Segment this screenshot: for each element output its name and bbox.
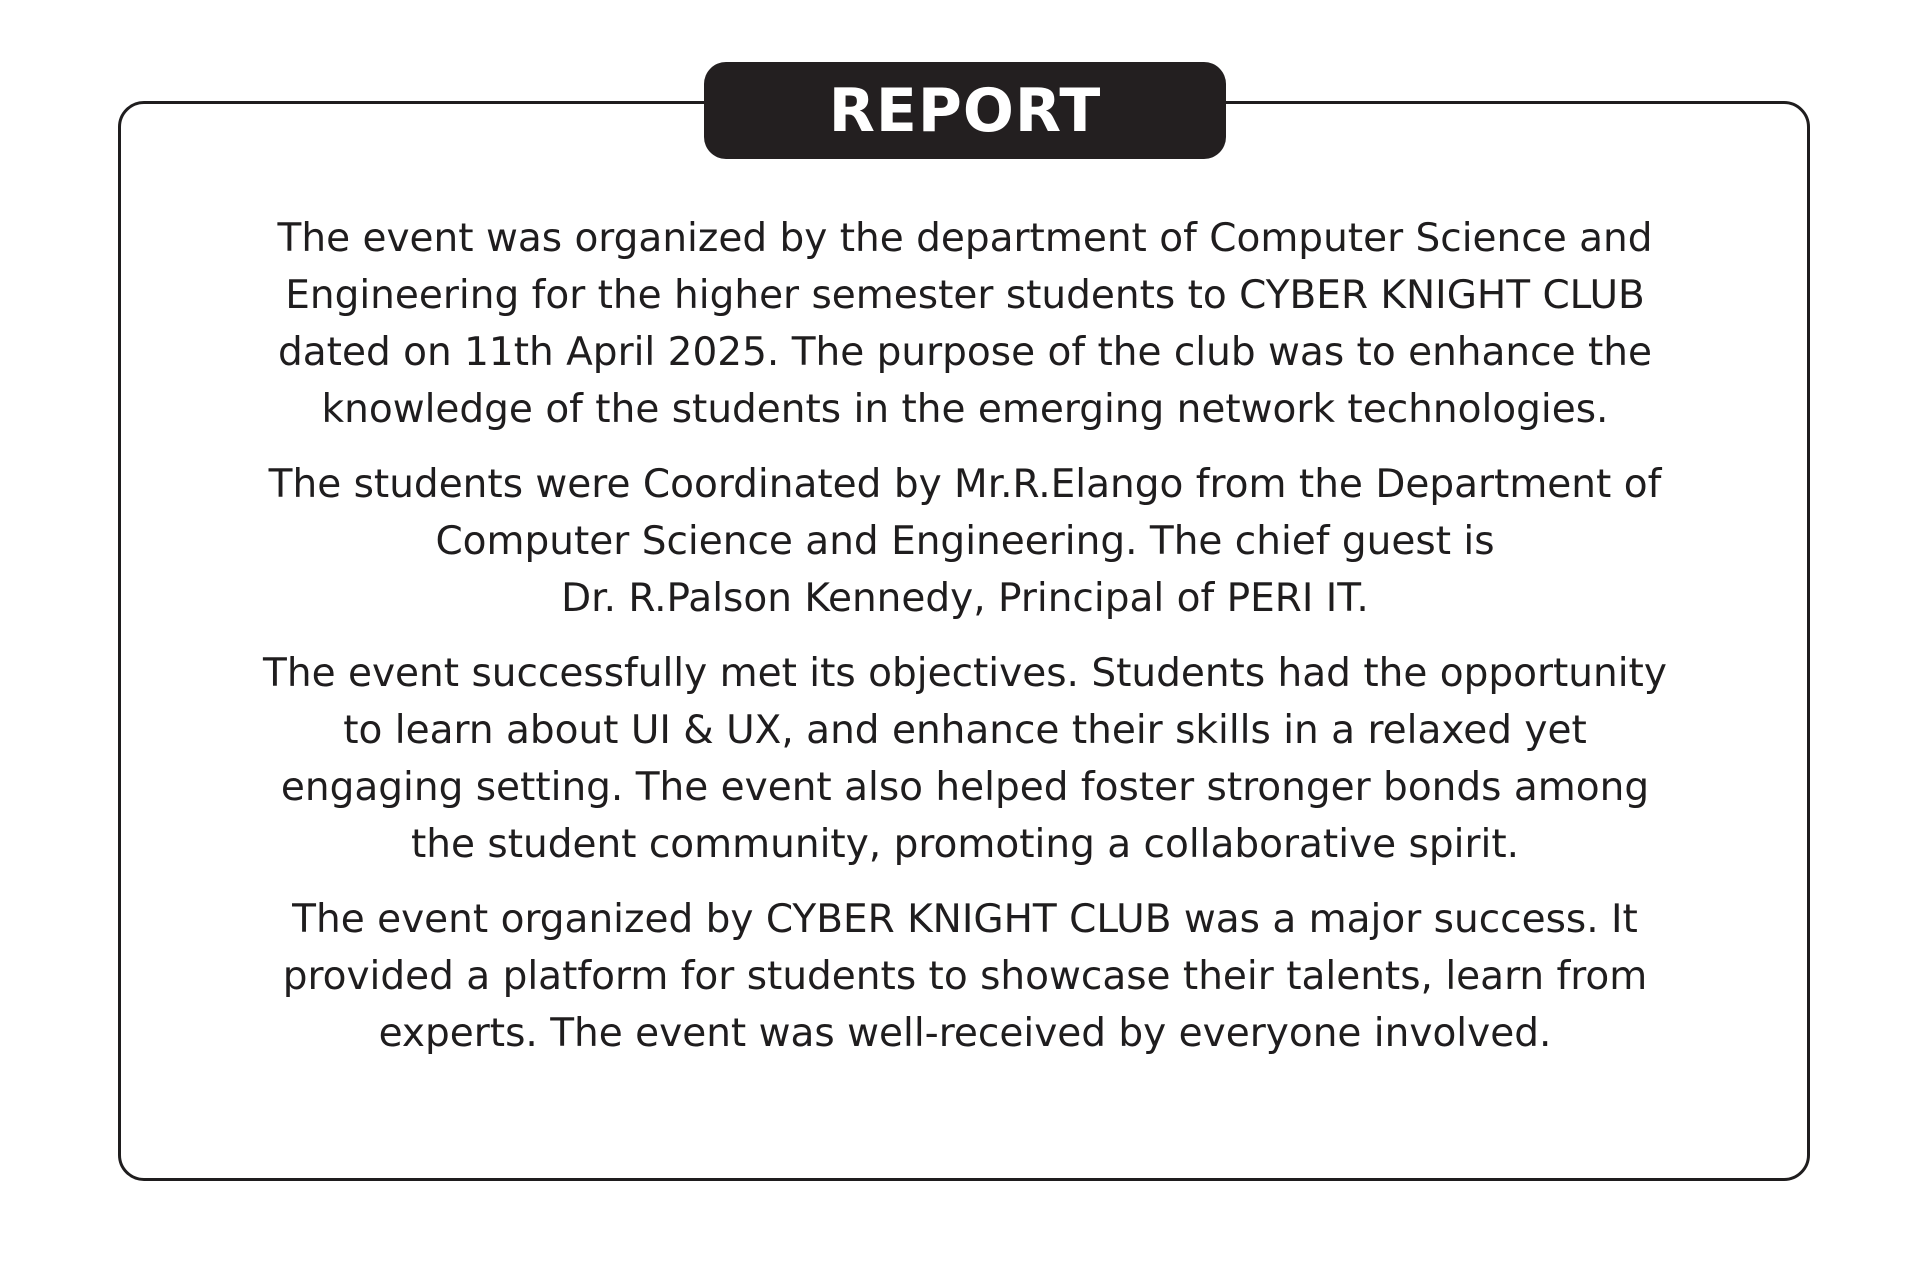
paragraph-line: provided a platform for students to showcase their talents, learn from bbox=[282, 954, 1648, 999]
paragraph-line: experts. The event was well-received by everyone involved. bbox=[378, 1011, 1552, 1056]
paragraph-line: knowledge of the students in the emerging network technologies. bbox=[321, 387, 1609, 432]
paragraph-line: The students were Coordinated by Mr.R.Elango from the Department of bbox=[268, 462, 1662, 507]
paragraph-line: dated on 11th April 2025. The purpose of the club was to enhance the bbox=[278, 330, 1652, 375]
report-paragraph-3 bbox=[150, 645, 1780, 873]
report-title: REPORT bbox=[704, 62, 1226, 159]
paragraph-line: Dr. R.Palson Kennedy, Principal of PERI IT. bbox=[561, 576, 1369, 621]
paragraph-line: to learn about UI & UX, and enhance their skills in a relaxed yet bbox=[343, 708, 1587, 753]
paragraph-line: Computer Science and Engineering. The chief guest is bbox=[435, 519, 1495, 564]
report-content bbox=[150, 210, 1780, 1080]
paragraph-line: the student community, promoting a collaborative spirit. bbox=[410, 822, 1520, 867]
report-paragraph-2 bbox=[150, 456, 1780, 627]
report-paragraph-1 bbox=[150, 210, 1780, 438]
paragraph-line: The event organized by CYBER KNIGHT CLUB was a major success. It bbox=[292, 897, 1638, 942]
paragraph-line: The event was organized by the department of Computer Science and bbox=[277, 216, 1653, 261]
report-paragraph-4 bbox=[150, 891, 1780, 1062]
paragraph-line: engaging setting. The event also helped foster stronger bonds among bbox=[280, 765, 1650, 810]
paragraph-line: Engineering for the higher semester students to CYBER KNIGHT CLUB bbox=[285, 273, 1645, 318]
paragraph-line: The event successfully met its objectives. Students had the opportunity bbox=[263, 651, 1667, 696]
